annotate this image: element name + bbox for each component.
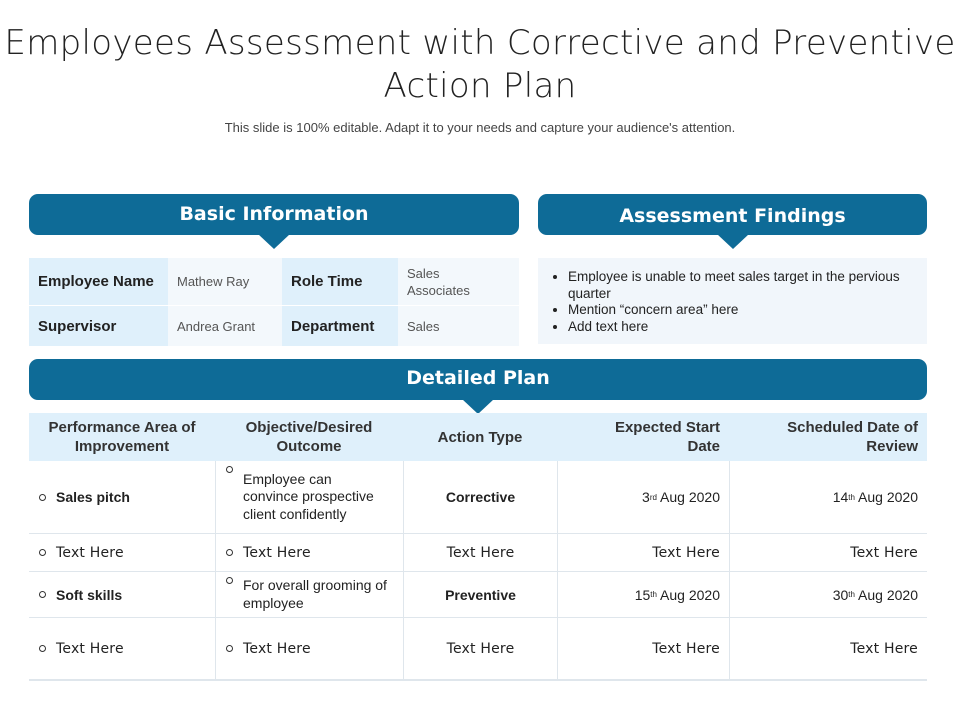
role-time-value: Sales Associates (398, 258, 519, 305)
detailed-plan-banner: Detailed Plan (29, 359, 927, 400)
column-header: Action Type (403, 413, 557, 461)
start-date-cell: Text Here (557, 618, 729, 679)
start-date-day: 3 (642, 489, 650, 505)
action-type-cell: Corrective (403, 461, 557, 533)
objective-cell (215, 618, 403, 679)
employee-name-label: Employee Name (29, 258, 168, 305)
role-time-label: Role Time (282, 258, 398, 305)
table-header-row (29, 413, 927, 461)
table-row (29, 618, 927, 681)
start-date-rest: Aug 2020 (656, 586, 720, 603)
review-date-day: 14 (832, 489, 849, 505)
page-subtitle: This slide is 100% editable. Adapt it to your needs and capture your audience's attention. (224, 120, 736, 135)
action-type-cell: Text Here (403, 534, 557, 571)
area-text: Text Here (56, 640, 124, 657)
objective-text: For overall grooming of employee (243, 577, 387, 611)
assessment-findings-list (538, 258, 927, 344)
basic-information-banner: Basic Information (29, 194, 519, 235)
bullet-icon (226, 549, 233, 556)
review-date-suffix: th (848, 492, 855, 502)
start-date-suffix: rd (649, 492, 657, 502)
supervisor-label: Supervisor (29, 306, 168, 346)
review-date-cell: Text Here (729, 618, 927, 679)
objective-cell (215, 461, 403, 533)
action-type-cell: Text Here (403, 618, 557, 679)
action-type-cell: Preventive (403, 572, 557, 617)
start-date-day: 15 (634, 586, 651, 603)
table-row (29, 461, 927, 534)
start-date-suffix: th (650, 590, 657, 599)
finding-item: • Employee is unable to meet sales target in the pervious quarter (568, 269, 913, 302)
column-header: Expected Start Date (557, 413, 729, 461)
objective-cell (215, 534, 403, 571)
area-text: Soft skills (56, 586, 123, 603)
bullet-icon (226, 577, 233, 584)
area-text: Text Here (56, 544, 124, 561)
review-date-cell (729, 572, 927, 617)
review-date-rest: Aug 2020 (854, 489, 918, 505)
bullet-icon (39, 591, 46, 598)
review-date-suffix: th (848, 590, 855, 599)
start-date-cell (557, 572, 729, 617)
objective-text: Text Here (243, 640, 311, 657)
review-date-rest: Aug 2020 (854, 586, 918, 603)
page-title: Employees Assessment with Corrective and Preventive Action Plan (4, 23, 956, 106)
area-cell (29, 461, 215, 533)
area-text: Sales pitch (56, 489, 130, 505)
area-cell (29, 572, 215, 617)
bullet-icon (226, 466, 233, 473)
review-date-cell (729, 461, 927, 533)
area-cell (29, 618, 215, 679)
column-header: Performance Area of Improvement (29, 413, 215, 461)
basic-information-table (29, 258, 519, 346)
start-date-cell: Text Here (557, 534, 729, 571)
table-row (29, 534, 927, 572)
department-value: Sales (398, 306, 519, 346)
finding-item: • Add text here (568, 319, 913, 336)
employee-name-value: Mathew Ray (168, 258, 282, 305)
start-date-cell (557, 461, 729, 533)
review-date-cell: Text Here (729, 534, 927, 571)
objective-text: Text Here (243, 544, 311, 561)
column-header: Objective/Desired Outcome (215, 413, 403, 461)
review-date-day: 30 (832, 586, 849, 603)
bullet-icon (226, 645, 233, 652)
column-header: Scheduled Date of Review (729, 413, 927, 461)
objective-text: Employee can convince prospective client confidently (243, 470, 374, 522)
supervisor-value: Andrea Grant (168, 306, 282, 346)
area-cell (29, 534, 215, 571)
bullet-icon (39, 494, 46, 501)
department-label: Department (282, 306, 398, 346)
table-row (29, 572, 927, 618)
objective-cell (215, 572, 403, 617)
start-date-rest: Aug 2020 (656, 489, 720, 505)
finding-item: • Mention “concern area” here (568, 302, 913, 319)
bullet-icon (39, 645, 46, 652)
bullet-icon (39, 549, 46, 556)
assessment-findings-banner: Assessment Findings (538, 194, 927, 235)
